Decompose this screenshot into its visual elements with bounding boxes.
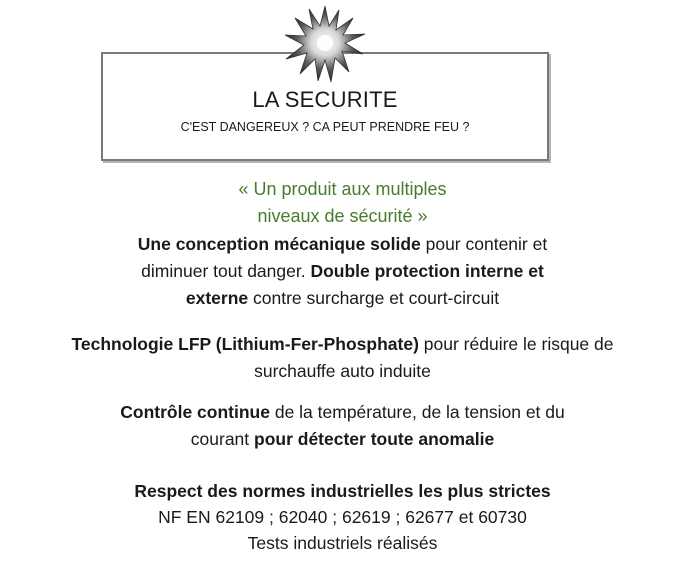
paragraph-monitoring	[0, 399, 685, 453]
bold-text: Contrôle continue	[120, 402, 270, 422]
text-line	[0, 399, 685, 426]
paragraph-mechanical	[0, 231, 685, 312]
burst-icon	[283, 4, 367, 84]
bold-text: externe	[185, 288, 249, 308]
text-line	[0, 478, 685, 504]
text-line: NF EN 62109 ; 62040 ; 62619 ; 62677 et 60730	[158, 507, 527, 527]
text-span: diminuer tout danger.	[141, 261, 311, 281]
text-span: contre surcharge et court-circuit	[248, 288, 500, 308]
text-span: pour contenir et	[420, 234, 548, 254]
text-line	[0, 231, 685, 258]
quote-line: « Un produit aux multiples	[238, 179, 447, 199]
bold-text: Double protection interne et	[310, 261, 544, 281]
text-line: surchauffe auto induite	[254, 361, 431, 381]
text-span: pour réduire le risque de	[418, 334, 614, 354]
quote-line: niveaux de sécurité »	[257, 206, 428, 226]
bold-text: Respect des normes industrielles les plus strictes	[134, 481, 551, 501]
text-span: de la température, de la tension et du	[269, 402, 565, 422]
highlight-quote	[0, 176, 685, 230]
text-line	[0, 331, 685, 358]
paragraph-technology	[0, 331, 685, 385]
paragraph-standards	[0, 478, 685, 556]
text-line	[0, 426, 685, 453]
bold-text: Technologie LFP (Lithium-Fer-Phosphate)	[71, 334, 419, 354]
bold-text: pour détecter toute anomalie	[254, 429, 495, 449]
text-line	[0, 285, 685, 312]
page-subtitle: C'EST DANGEREUX ? CA PEUT PRENDRE FEU ?	[180, 120, 470, 134]
page-title: LA SECURITE	[252, 87, 398, 112]
text-line: Tests industriels réalisés	[247, 533, 438, 553]
bold-text: Une conception mécanique solide	[137, 234, 421, 254]
text-line	[0, 258, 685, 285]
text-span: courant	[190, 429, 255, 449]
